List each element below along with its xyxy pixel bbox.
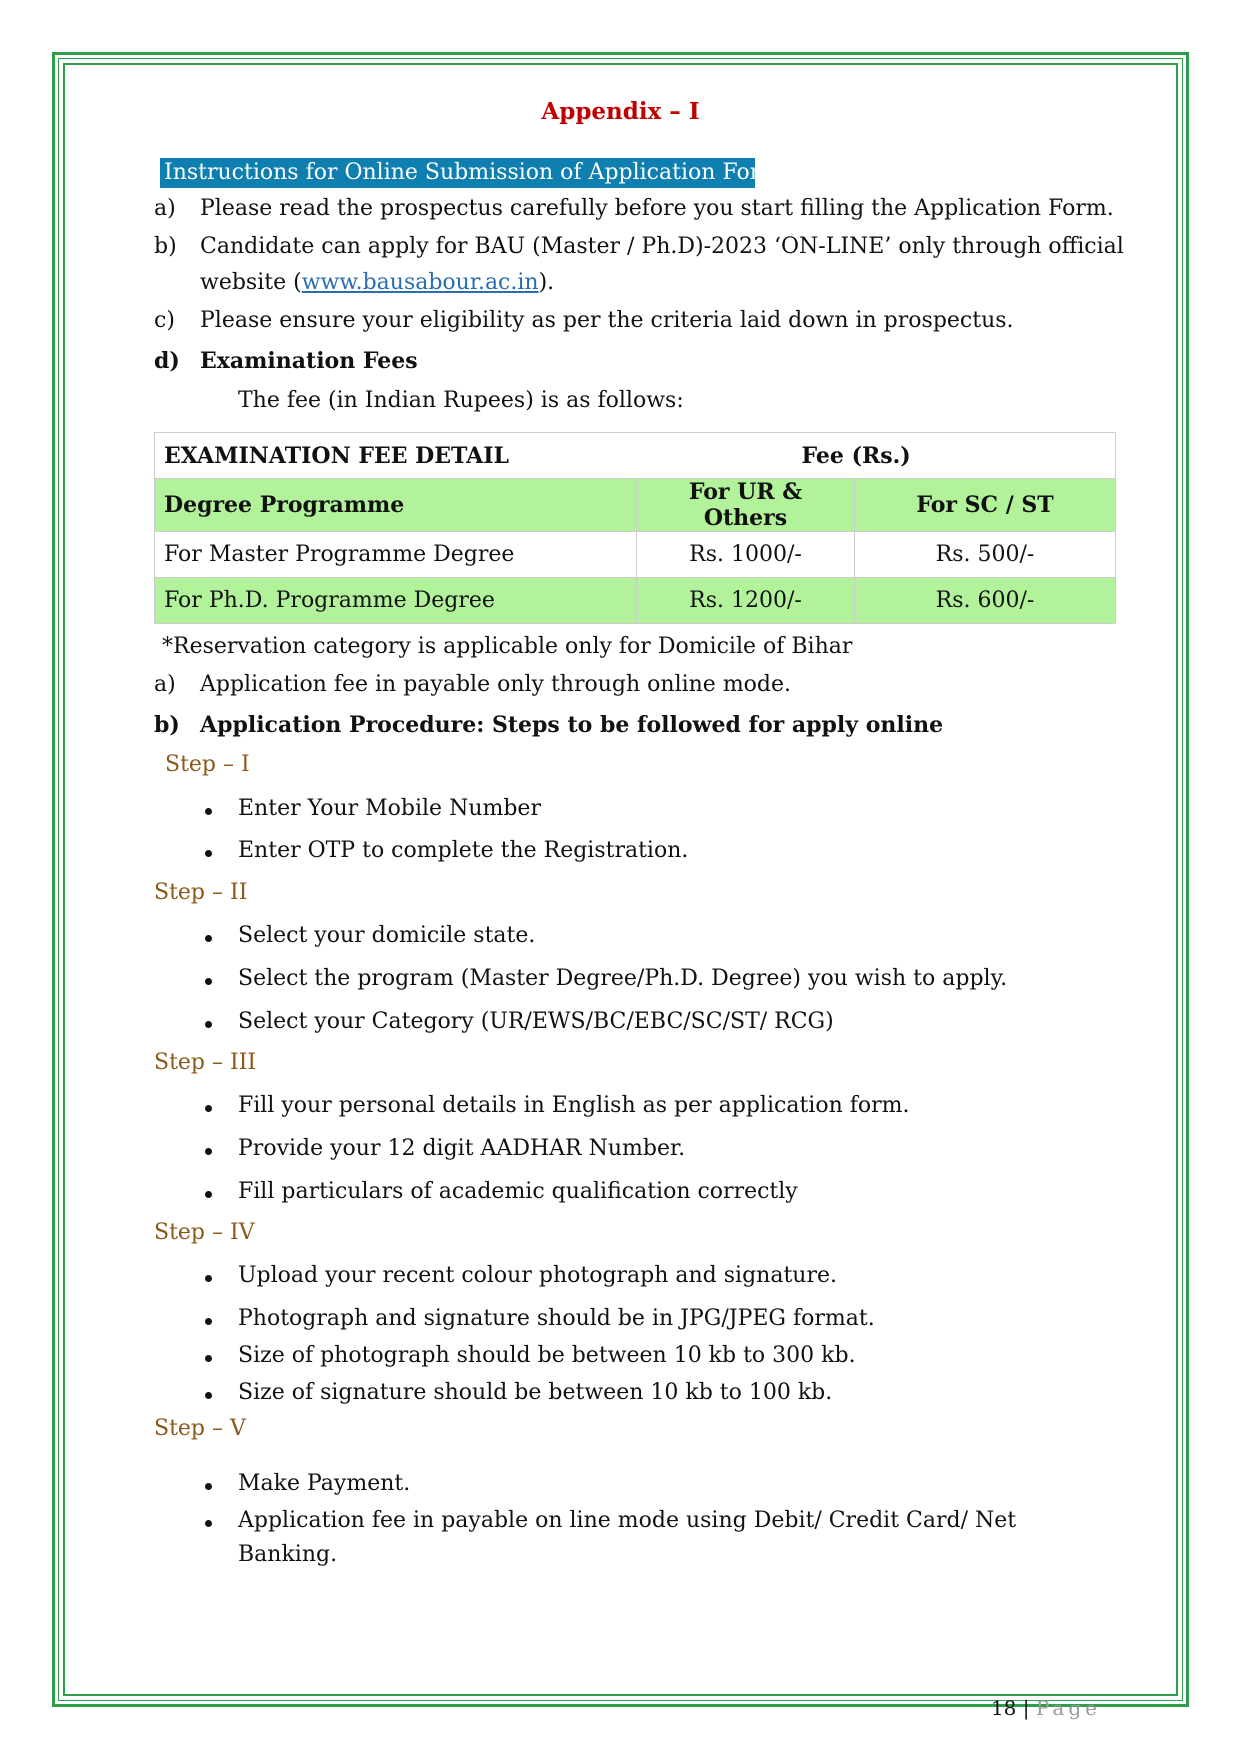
reservation-note: *Reservation category is applicable only for Domicile of Bihar	[162, 634, 853, 659]
after-text-a: Application fee in payable only through online mode.	[200, 672, 792, 697]
table-cell: For Ph.D. Programme Degree	[155, 578, 637, 624]
step-heading: Step – IV	[154, 1220, 255, 1245]
item-label-a: a)	[154, 196, 176, 221]
step-bullet: Photograph and signature should be in JPG/JPEG format.	[238, 1306, 875, 1331]
column-header: For UR & Others	[637, 479, 855, 532]
step-bullet: Application fee in payable on line mode using Debit/ Credit Card/ Net	[238, 1508, 1017, 1533]
step-bullet-continued: Banking.	[238, 1542, 338, 1567]
item-text-a: Please read the prospectus carefully before you start filling the Application Form.	[200, 196, 1114, 221]
fee-table-title: EXAMINATION FEE DETAIL	[155, 433, 637, 479]
section-banner: Instructions for Online Submission of Application Form	[160, 158, 755, 188]
bullet-dot-icon	[205, 1355, 212, 1362]
bullet-dot-icon	[205, 1021, 212, 1028]
step-bullet: Select your domicile state.	[238, 923, 536, 948]
table-row	[155, 532, 1116, 578]
step-bullet: Fill particulars of academic qualification correctly	[238, 1179, 798, 1204]
website-link[interactable]: www.bausabour.ac.in	[301, 270, 539, 295]
after-label-b: b)	[154, 712, 180, 738]
fee-intro: The fee (in Indian Rupees) is as follows:	[238, 388, 684, 413]
item-text-b-line2	[200, 270, 554, 295]
table-cell: Rs. 1000/-	[637, 532, 855, 578]
item-label-c: c)	[154, 308, 175, 333]
column-header: Degree Programme	[155, 479, 637, 532]
step-bullet: Enter OTP to complete the Registration.	[238, 838, 689, 863]
bullet-dot-icon	[205, 1148, 212, 1155]
after-label-a: a)	[154, 672, 176, 697]
step-bullet: Provide your 12 digit AADHAR Number.	[238, 1136, 686, 1161]
step-heading: Step – I	[165, 752, 250, 777]
bullet-dot-icon	[205, 1191, 212, 1198]
item-text-d: Examination Fees	[200, 348, 418, 374]
step-bullet: Fill your personal details in English as per application form.	[238, 1093, 910, 1118]
table-cell: Rs. 1200/-	[637, 578, 855, 624]
page-separator: |	[1022, 1696, 1030, 1720]
table-cell: For Master Programme Degree	[155, 532, 637, 578]
step-heading: Step – II	[154, 880, 248, 905]
item-text-c: Please ensure your eligibility as per the criteria laid down in prospectus.	[200, 308, 1014, 333]
step-bullet: Size of signature should be between 10 kb to 100 kb.	[238, 1380, 833, 1405]
website-prefix: website (	[200, 270, 302, 295]
step-bullet: Upload your recent colour photograph and signature.	[238, 1263, 837, 1288]
column-header: For SC / ST	[855, 479, 1116, 532]
website-suffix: ).	[538, 270, 555, 295]
bullet-dot-icon	[205, 1318, 212, 1325]
page-number: 18	[990, 1696, 1017, 1720]
step-heading: Step – V	[154, 1416, 246, 1441]
bullet-dot-icon	[205, 808, 212, 815]
page-label: Page	[1035, 1696, 1101, 1720]
item-text-b: Candidate can apply for BAU (Master / Ph.D)-2023 ‘ON-LINE’ only through official	[200, 234, 1124, 259]
bullet-dot-icon	[205, 935, 212, 942]
bullet-dot-icon	[205, 978, 212, 985]
bullet-dot-icon	[205, 1392, 212, 1399]
page-footer	[991, 1696, 1101, 1720]
bullet-dot-icon	[205, 1105, 212, 1112]
fee-table-fee-header: Fee (Rs.)	[637, 433, 1116, 479]
table-cell: Rs. 500/-	[855, 532, 1116, 578]
appendix-title: Appendix – I	[541, 98, 700, 125]
item-label-d: d)	[154, 348, 180, 374]
step-heading: Step – III	[154, 1050, 257, 1075]
fee-table-header-row	[155, 433, 1116, 479]
fee-table	[154, 432, 1116, 624]
bullet-dot-icon	[205, 850, 212, 857]
after-text-b: Application Procedure: Steps to be followed for apply online	[200, 712, 944, 738]
step-bullet: Enter Your Mobile Number	[238, 796, 541, 821]
table-row	[155, 578, 1116, 624]
table-cell: Rs. 600/-	[855, 578, 1116, 624]
step-bullet: Size of photograph should be between 10 kb to 300 kb.	[238, 1343, 856, 1368]
step-bullet: Select your Category (UR/EWS/BC/EBC/SC/ST/ RCG)	[238, 1009, 834, 1034]
step-bullet: Make Payment.	[238, 1471, 411, 1496]
item-label-b: b)	[154, 234, 177, 259]
fee-table-column-row	[155, 479, 1116, 532]
bullet-dot-icon	[205, 1275, 212, 1282]
bullet-dot-icon	[205, 1520, 212, 1527]
bullet-dot-icon	[205, 1483, 212, 1490]
step-bullet: Select the program (Master Degree/Ph.D. Degree) you wish to apply.	[238, 966, 1008, 991]
